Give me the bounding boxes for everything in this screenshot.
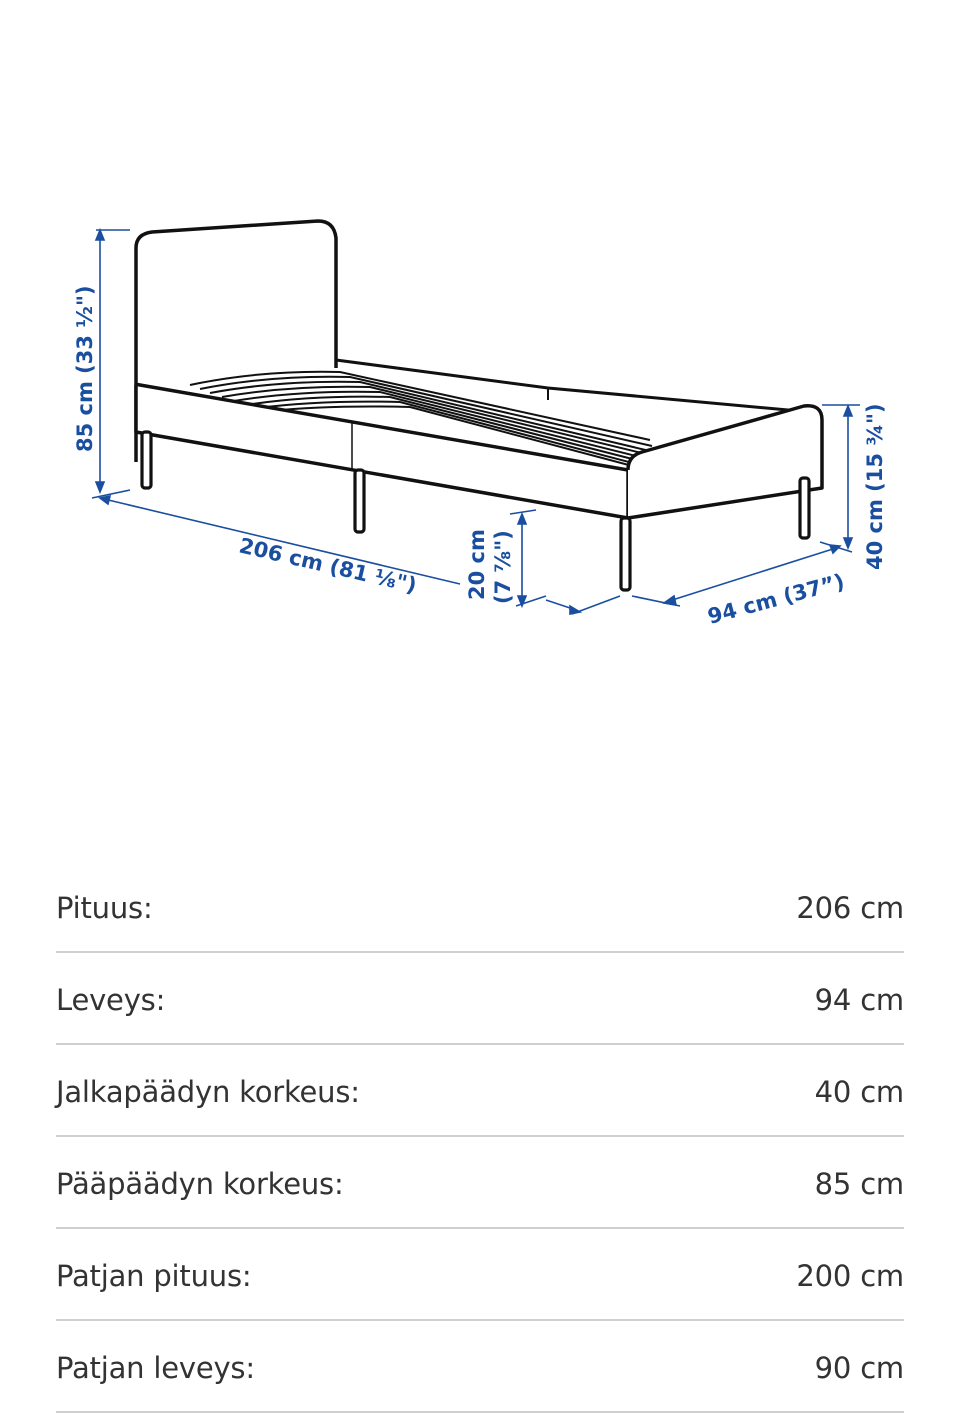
spec-value: 94 cm xyxy=(814,982,904,1017)
spec-row-headboard-height xyxy=(56,1138,904,1229)
spec-value: 90 cm xyxy=(814,1350,904,1385)
spec-row-length xyxy=(56,862,904,953)
bed-drawing xyxy=(0,0,960,700)
spec-label: Leveys: xyxy=(56,982,166,1017)
spec-row-mattress-length xyxy=(56,1230,904,1321)
spec-row-footboard-height xyxy=(56,1046,904,1137)
width-label: 94 cm (37”) xyxy=(705,569,847,629)
clearance-in-label: (7 ⅞") xyxy=(491,530,515,604)
spec-label: Patjan pituus: xyxy=(56,1258,252,1293)
spec-row-width xyxy=(56,954,904,1045)
headboard-height-label: 85 cm (33 ½") xyxy=(73,285,97,452)
footboard xyxy=(628,406,822,518)
length-label: 206 cm (81 ⅛") xyxy=(236,533,419,598)
spec-value: 40 cm xyxy=(814,1074,904,1109)
spec-label: Jalkapäädyn korkeus: xyxy=(56,1074,360,1109)
spec-label: Pituus: xyxy=(56,890,153,925)
spec-label: Pääpäädyn korkeus: xyxy=(56,1166,344,1201)
spec-row-mattress-width xyxy=(56,1322,904,1413)
spec-value: 85 cm xyxy=(814,1166,904,1201)
side-rail xyxy=(136,385,628,518)
spec-label: Patjan leveys: xyxy=(56,1350,255,1385)
clearance-cm-label: 20 cm xyxy=(465,529,489,600)
footboard-height-label: 40 cm (15 ¾") xyxy=(863,403,887,570)
bed-dimension-diagram xyxy=(0,0,960,700)
spec-value: 206 cm xyxy=(796,890,904,925)
dimensions-spec-list xyxy=(56,862,904,1413)
spec-value: 200 cm xyxy=(796,1258,904,1293)
